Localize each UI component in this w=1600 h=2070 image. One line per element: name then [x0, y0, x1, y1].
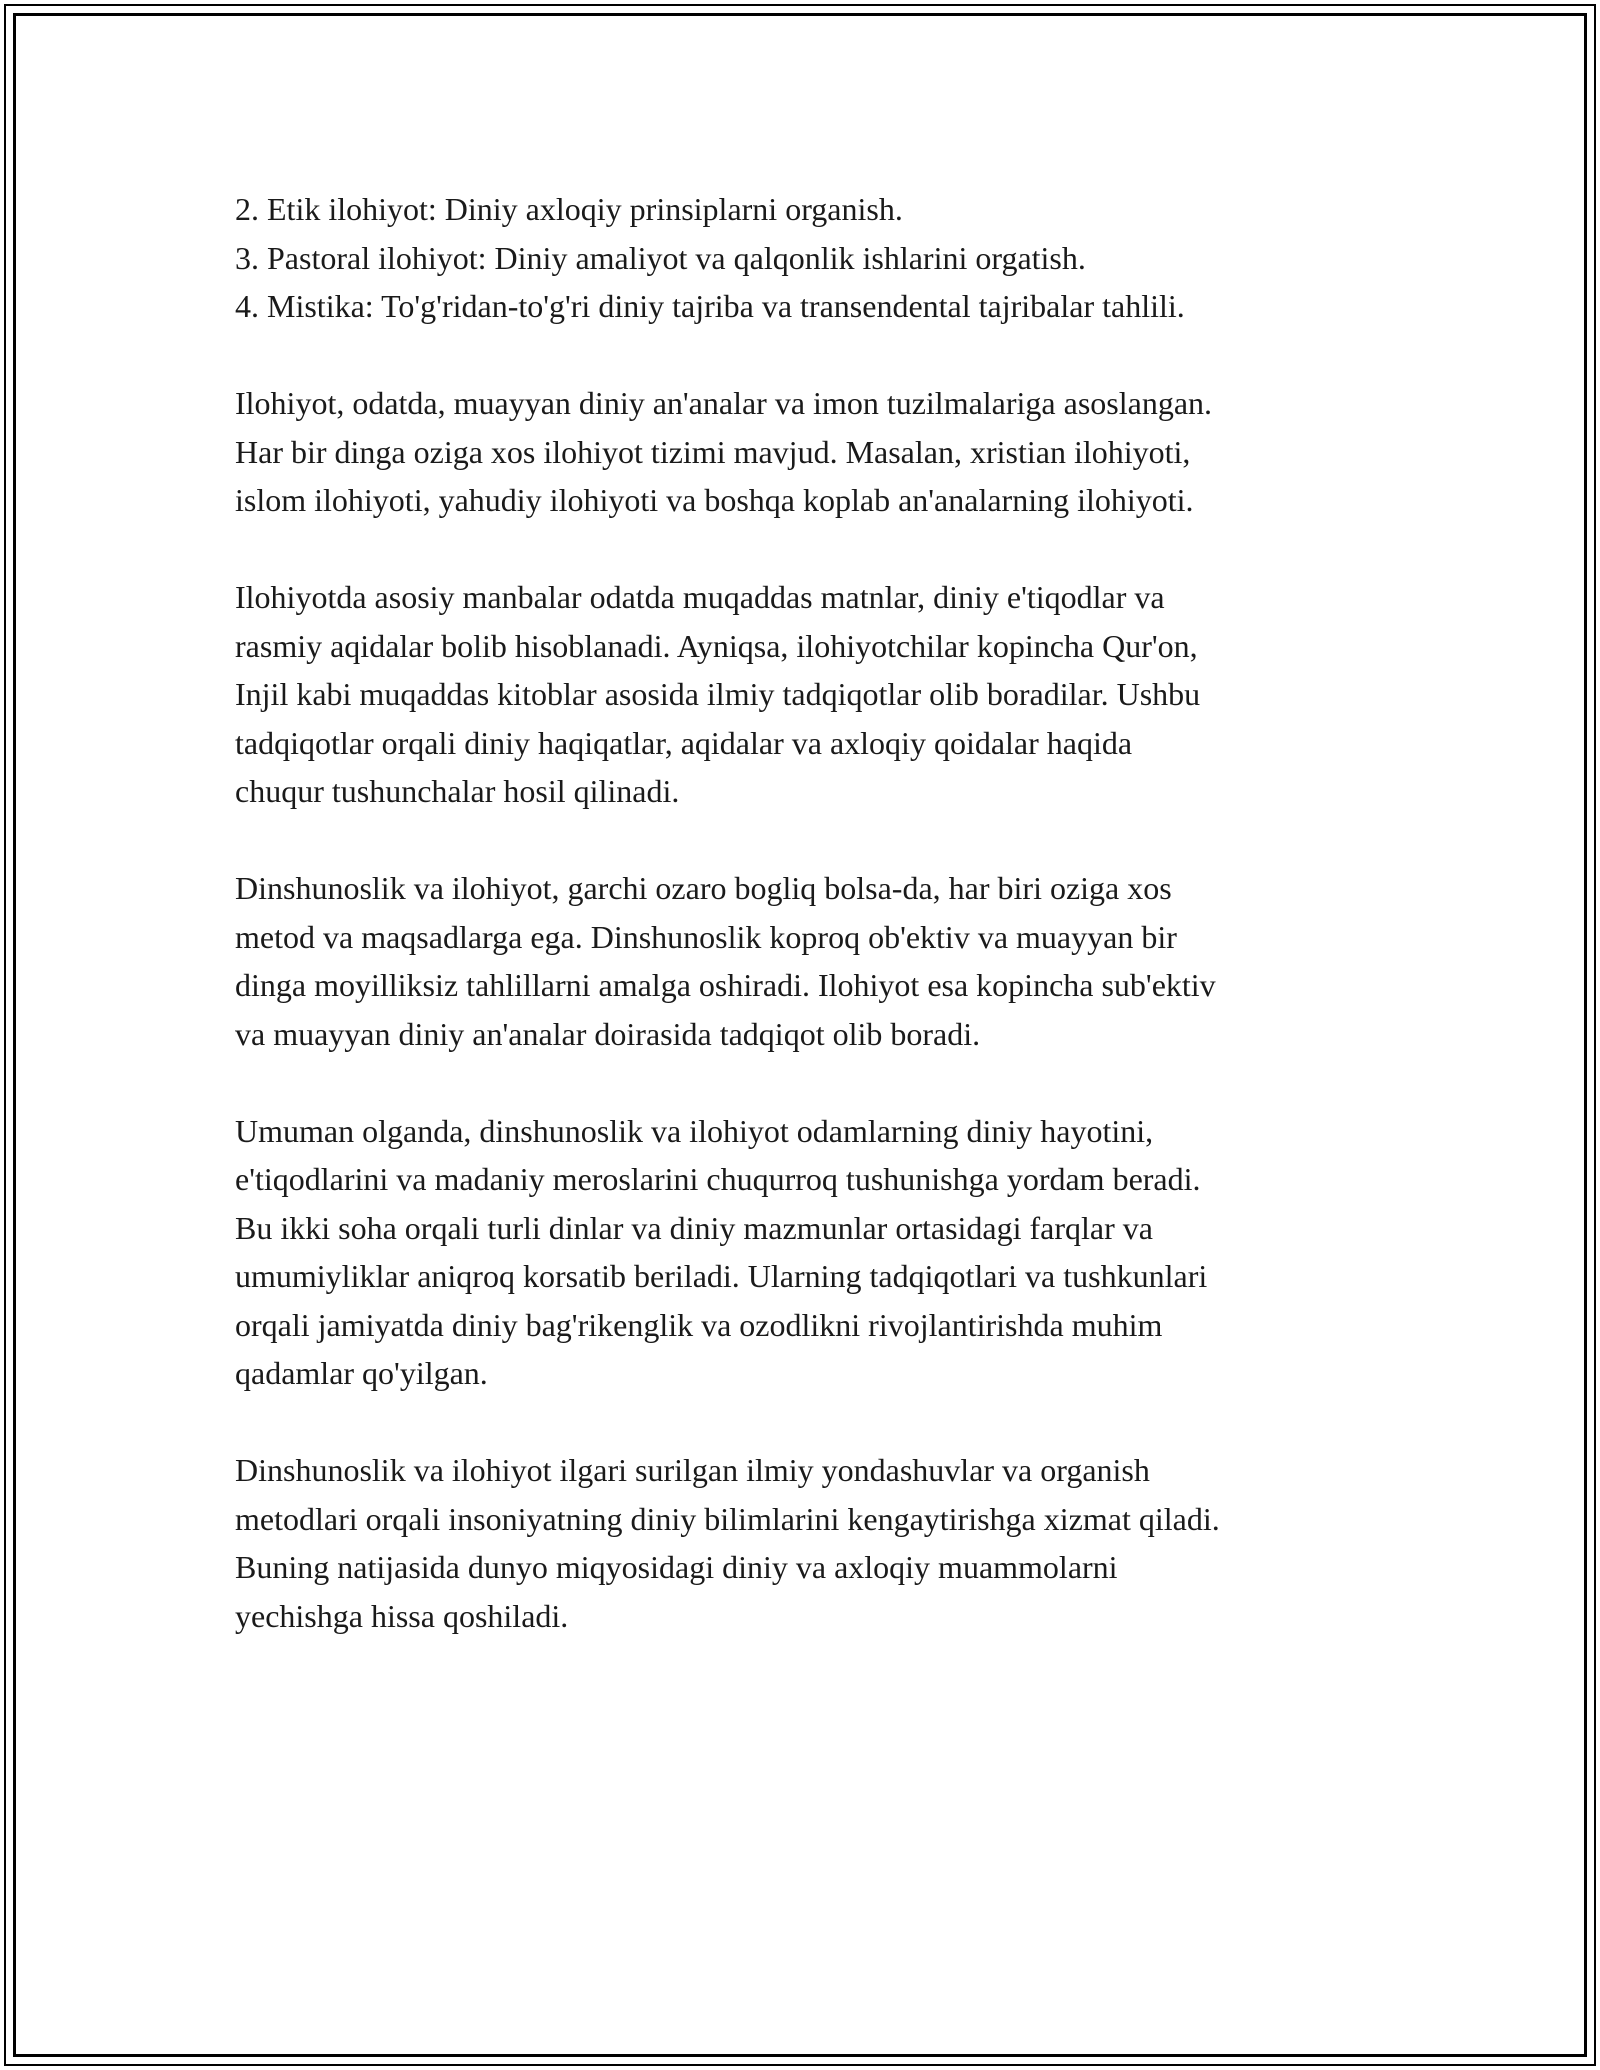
text-line: orqali jamiyatda diniy bag'rikenglik va ozodlikni rivojlantirishda muhim: [235, 1306, 1163, 1343]
numbered-list: [235, 185, 1395, 331]
text-line: umumiyliklar aniqroq korsatib beriladi. Ularning tadqiqotlari va tushkunlari: [235, 1258, 1208, 1294]
text-line: metod va maqsadlarga ega. Dinshunoslik koproq ob'ektiv va muayyan bir: [235, 918, 1177, 955]
paragraph-2: [235, 573, 1395, 816]
text-line: Dinshunoslik va ilohiyot, garchi ozaro bogliq bolsa-da, har biri oziga xos: [235, 870, 1172, 906]
text-line: Injil kabi muqaddas kitoblar asosida ilmiy tadqiqotlar olib boradilar. Ushbu: [235, 676, 1201, 712]
text-line: Ilohiyot, odatda, muayyan diniy an'analar va imon tuzilmalariga asoslangan.: [235, 385, 1213, 421]
text-line: dinga moyilliksiz tahlillarni amalga oshiradi. Ilohiyot esa kopincha sub'ektiv: [235, 967, 1216, 1003]
paragraph-3: [235, 864, 1395, 1058]
text-line: Umuman olganda, dinshunoslik va ilohiyot odamlarning diniy hayotini,: [235, 1112, 1154, 1149]
text-line: islom ilohiyoti, yahudiy ilohiyoti va boshqa koplab an'analarning ilohiyoti.: [235, 482, 1194, 518]
text-line: chuqur tushunchalar hosil qilinadi.: [235, 773, 680, 809]
text-line: Ilohiyotda asosiy manbalar odatda muqaddas matnlar, diniy e'tiqodlar va: [235, 579, 1165, 615]
list-item: 2. Etik ilohiyot: Diniy axloqiy prinsiplarni organish.: [235, 191, 903, 227]
paragraph-1: [235, 379, 1395, 525]
text-line: yechishga hissa qoshiladi.: [235, 1597, 569, 1634]
list-item: 3. Pastoral ilohiyot: Diniy amaliyot va qalqonlik ishlarini orgatish.: [235, 239, 1086, 276]
paragraph-5: [235, 1446, 1395, 1640]
text-line: Buning natijasida dunyo miqyosidagi diniy va axloqiy muammolarni: [235, 1549, 1118, 1585]
text-line: qadamlar qo'yilgan.: [235, 1355, 488, 1391]
text-line: e'tiqodlarini va madaniy meroslarini chuqurroq tushunishga yordam beradi.: [235, 1161, 1201, 1197]
text-line: Bu ikki soha orqali turli dinlar va diniy mazmunlar ortasidagi farqlar va: [235, 1209, 1153, 1246]
text-line: Dinshunoslik va ilohiyot ilgari surilgan ilmiy yondashuvlar va organish: [235, 1452, 1150, 1488]
paragraph-4: [235, 1107, 1395, 1398]
text-line: metodlari orqali insoniyatning diniy bilimlarini kengaytirishga xizmat qiladi.: [235, 1500, 1220, 1537]
text-line: rasmiy aqidalar bolib hisoblanadi. Ayniqsa, ilohiyotchilar kopincha Qur'on,: [235, 627, 1198, 664]
text-line: Har bir dinga oziga xos ilohiyot tizimi mavjud. Masalan, xristian ilohiyoti,: [235, 433, 1191, 470]
document-body: [235, 185, 1395, 1640]
text-line: tadqiqotlar orqali diniy haqiqatlar, aqidalar va axloqiy qoidalar haqida: [235, 724, 1133, 761]
list-item: 4. Mistika: To'g'ridan-to'g'ri diniy tajriba va transendental tajribalar tahlili.: [235, 288, 1185, 324]
text-line: va muayyan diniy an'analar doirasida tadqiqot olib boradi.: [235, 1015, 981, 1052]
